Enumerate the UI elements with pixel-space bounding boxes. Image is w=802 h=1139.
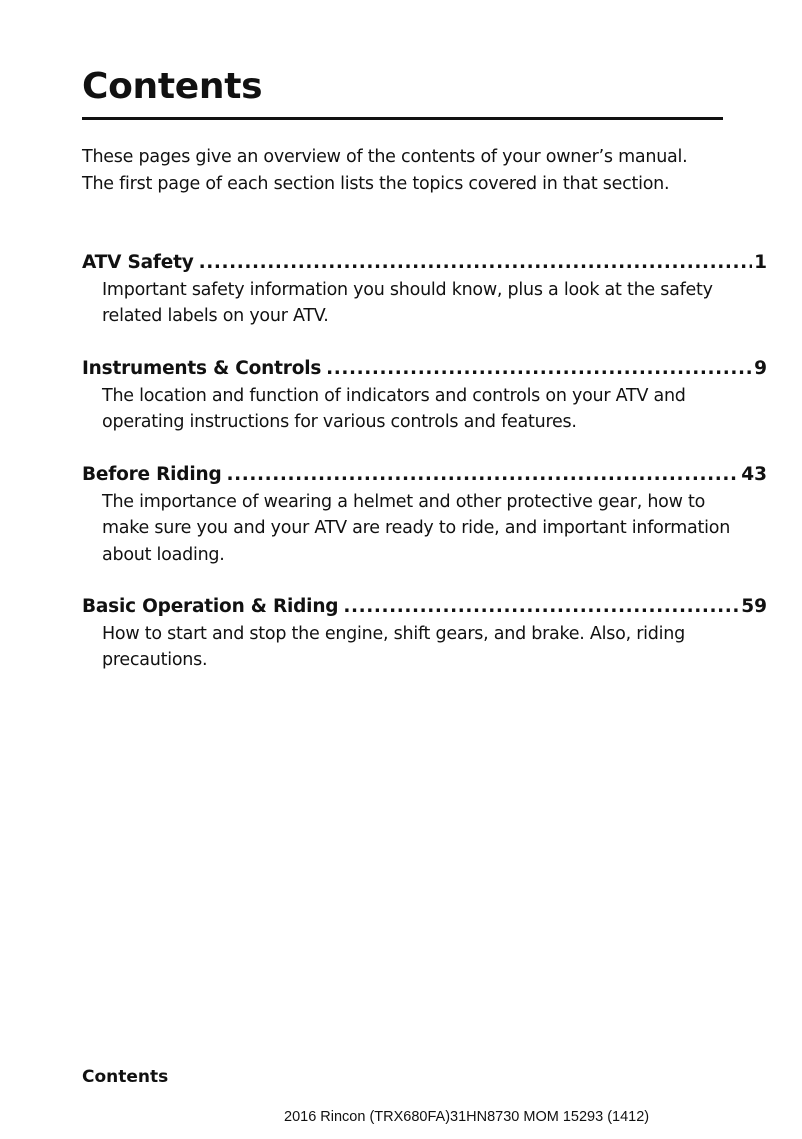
toc-entry-description: The importance of wearing a helmet and other protective gear, how to make sure you and your ATV are ready to ride, and important information about loading. (102, 491, 731, 565)
toc-entry-header[interactable] (82, 594, 767, 621)
dot-leader (343, 594, 739, 621)
toc-entry-title[interactable]: Basic Operation & Riding (82, 596, 339, 617)
toc-entry-page-number[interactable]: 59 (741, 596, 767, 617)
toc-entry-before-riding[interactable] (82, 462, 767, 568)
toc-entry-header[interactable] (82, 356, 767, 383)
toc-entry-instruments-controls[interactable] (82, 356, 767, 436)
toc-entry-page-number[interactable]: 9 (754, 358, 767, 379)
toc-entry-title[interactable]: ATV Safety (82, 252, 194, 273)
dot-leader (199, 250, 753, 277)
toc-entry-title[interactable]: Instruments & Controls (82, 358, 322, 379)
title-rule (82, 117, 723, 120)
toc-entry-page-number[interactable]: 1 (754, 252, 767, 273)
footer-section-label: Contents (82, 1067, 169, 1087)
toc-entry-page-number[interactable]: 43 (741, 464, 767, 485)
intro-text (82, 144, 722, 197)
toc-entry-header[interactable] (82, 462, 767, 489)
toc-entry-atv-safety[interactable] (82, 250, 767, 330)
toc-entry-description: The location and function of indicators and controls on your ATV and operating instructions for various controls and features. (102, 385, 686, 432)
toc-entry-description: How to start and stop the engine, shift gears, and brake. Also, riding precautions. (102, 623, 685, 670)
toc-entry-header[interactable] (82, 250, 767, 277)
toc-entry-basic-operation-riding[interactable] (82, 594, 767, 674)
dot-leader (227, 462, 740, 489)
intro-paragraph-sections: The first page of each section lists the topics covered in that section. (82, 173, 670, 194)
intro-paragraph-overview: These pages give an overview of the contents of your owner’s manual. (82, 147, 688, 167)
footer-document-id: 2016 Rincon (TRX680FA)31HN8730 MOM 15293 (1412) (284, 1109, 650, 1125)
toc-entry-title[interactable]: Before Riding (82, 464, 222, 485)
toc-entry-description: Important safety information you should know, plus a look at the safety related labels on your ATV. (102, 279, 713, 326)
dot-leader (326, 356, 752, 383)
page-title: Contents (82, 66, 263, 107)
